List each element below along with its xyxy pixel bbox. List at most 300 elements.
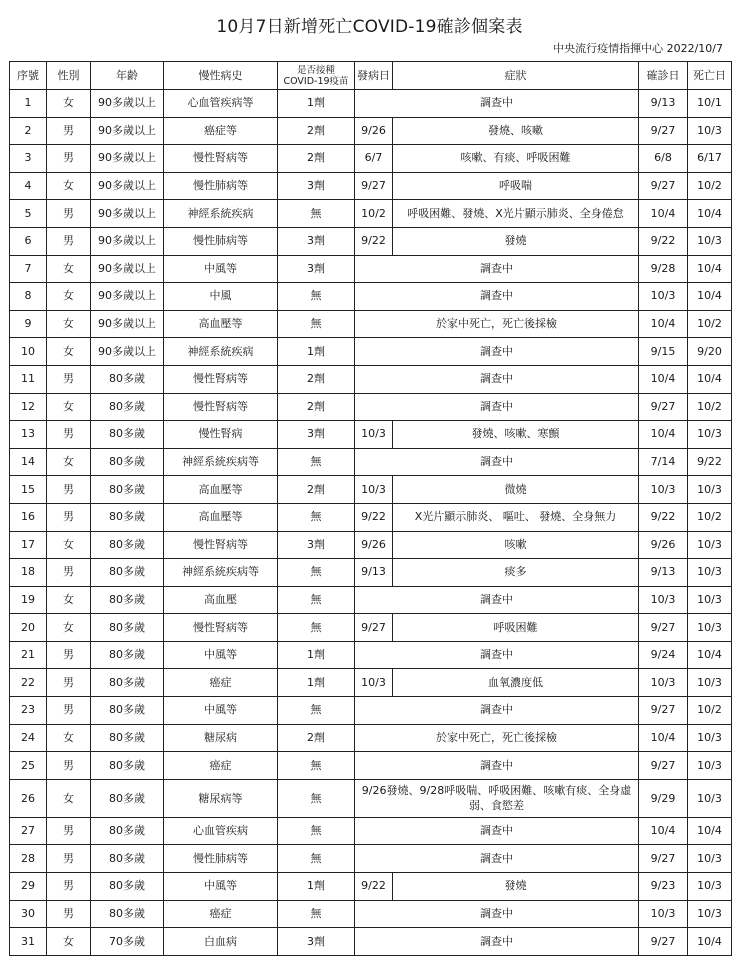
table-header-row [10, 62, 732, 90]
cell-chronic: 高血壓等 [164, 310, 278, 338]
table-row [10, 476, 732, 504]
cell-chronic: 中風 [164, 283, 278, 311]
table-row [10, 817, 732, 845]
cell-vaccine: 2劑 [278, 476, 355, 504]
cell-confirmed: 9/26 [639, 531, 688, 559]
table-row [10, 283, 732, 311]
cell-symptoms: 調查中 [355, 845, 639, 873]
cell-symptoms: 調查中 [355, 641, 639, 669]
header-onset: 發病日 [355, 62, 393, 90]
cell-death: 10/1 [688, 90, 732, 118]
cell-age: 80多歲 [91, 421, 164, 449]
cell-vaccine: 無 [278, 900, 355, 928]
cell-chronic: 慢性肺病等 [164, 172, 278, 200]
cell-symptoms: 調查中 [355, 338, 639, 366]
cell-symptoms: 調查中 [355, 586, 639, 614]
cell-confirmed: 10/4 [639, 817, 688, 845]
cell-age: 80多歲 [91, 900, 164, 928]
cell-sex: 男 [47, 365, 91, 393]
cell-chronic: 心血管疾病等 [164, 90, 278, 118]
cell-confirmed: 9/13 [639, 90, 688, 118]
table-row [10, 586, 732, 614]
cell-age: 70多歲 [91, 928, 164, 956]
cell-chronic: 慢性肺病等 [164, 227, 278, 255]
cell-age: 80多歲 [91, 641, 164, 669]
cell-no: 7 [10, 255, 47, 283]
cell-vaccine: 無 [278, 779, 355, 817]
table-row [10, 559, 732, 587]
cell-no: 25 [10, 752, 47, 780]
cell-age: 80多歲 [91, 724, 164, 752]
cell-age: 90多歲以上 [91, 145, 164, 173]
cell-symptoms: 調查中 [355, 393, 639, 421]
cell-no: 10 [10, 338, 47, 366]
header-symptoms: 症狀 [393, 62, 639, 90]
cell-sex: 女 [47, 614, 91, 642]
cell-confirmed: 9/22 [639, 227, 688, 255]
cell-death: 9/22 [688, 448, 732, 476]
cell-no: 22 [10, 669, 47, 697]
cell-vaccine: 3劑 [278, 255, 355, 283]
cell-vaccine: 無 [278, 752, 355, 780]
table-row [10, 393, 732, 421]
cell-no: 20 [10, 614, 47, 642]
cell-symptoms: X光片顯示肺炎、 嘔吐、 發燒、全身無力 [393, 503, 639, 531]
cell-onset: 9/27 [355, 172, 393, 200]
cell-symptoms: 調查中 [355, 697, 639, 725]
cell-death: 10/3 [688, 752, 732, 780]
cell-onset: 10/3 [355, 421, 393, 449]
cell-symptoms: 調查中 [355, 90, 639, 118]
cell-no: 30 [10, 900, 47, 928]
cell-age: 80多歲 [91, 586, 164, 614]
cell-sex: 女 [47, 586, 91, 614]
cell-sex: 女 [47, 928, 91, 956]
cell-death: 10/4 [688, 365, 732, 393]
table-row [10, 172, 732, 200]
cell-no: 2 [10, 117, 47, 145]
cell-chronic: 神經系統疾病等 [164, 559, 278, 587]
cell-sex: 女 [47, 338, 91, 366]
table-row [10, 614, 732, 642]
cell-confirmed: 10/3 [639, 476, 688, 504]
cell-death: 10/3 [688, 586, 732, 614]
cell-age: 80多歲 [91, 752, 164, 780]
table-row [10, 310, 732, 338]
cell-chronic: 中風等 [164, 697, 278, 725]
cell-confirmed: 9/27 [639, 614, 688, 642]
cell-death: 10/4 [688, 283, 732, 311]
cell-age: 80多歲 [91, 873, 164, 901]
cell-confirmed: 9/27 [639, 393, 688, 421]
header-chronic: 慢性病史 [164, 62, 278, 90]
cell-vaccine: 無 [278, 200, 355, 228]
cell-sex: 女 [47, 283, 91, 311]
cell-no: 19 [10, 586, 47, 614]
cell-confirmed: 10/3 [639, 283, 688, 311]
table-row [10, 779, 732, 817]
table-row [10, 873, 732, 901]
cell-age: 90多歲以上 [91, 310, 164, 338]
cell-no: 27 [10, 817, 47, 845]
cell-chronic: 癌症 [164, 669, 278, 697]
table-row [10, 752, 732, 780]
cell-no: 1 [10, 90, 47, 118]
cell-chronic: 慢性腎病等 [164, 531, 278, 559]
table-row [10, 227, 732, 255]
cell-age: 80多歲 [91, 614, 164, 642]
cell-vaccine: 無 [278, 614, 355, 642]
cell-death: 10/3 [688, 421, 732, 449]
cell-symptoms: 調查中 [355, 928, 639, 956]
cell-age: 90多歲以上 [91, 90, 164, 118]
cell-no: 11 [10, 365, 47, 393]
cell-age: 90多歲以上 [91, 227, 164, 255]
cell-confirmed: 9/28 [639, 255, 688, 283]
cell-no: 29 [10, 873, 47, 901]
cell-vaccine: 無 [278, 310, 355, 338]
cell-chronic: 心血管疾病 [164, 817, 278, 845]
cell-vaccine: 1劑 [278, 641, 355, 669]
cell-sex: 男 [47, 752, 91, 780]
cell-chronic: 慢性腎病等 [164, 614, 278, 642]
cell-confirmed: 10/4 [639, 200, 688, 228]
cell-chronic: 高血壓等 [164, 503, 278, 531]
cell-confirmed: 10/3 [639, 586, 688, 614]
cell-age: 80多歲 [91, 779, 164, 817]
cell-no: 21 [10, 641, 47, 669]
cell-confirmed: 9/27 [639, 928, 688, 956]
cell-age: 90多歲以上 [91, 172, 164, 200]
cell-confirmed: 9/27 [639, 845, 688, 873]
cell-sex: 女 [47, 779, 91, 817]
cell-sex: 女 [47, 255, 91, 283]
cell-confirmed: 9/22 [639, 503, 688, 531]
cell-chronic: 癌症等 [164, 117, 278, 145]
header-no: 序號 [10, 62, 47, 90]
cell-sex: 女 [47, 448, 91, 476]
cell-onset: 10/3 [355, 669, 393, 697]
table-row [10, 845, 732, 873]
cell-confirmed: 9/27 [639, 172, 688, 200]
cell-symptoms: 血氧濃度低 [393, 669, 639, 697]
cell-sex: 女 [47, 90, 91, 118]
cell-death: 10/2 [688, 503, 732, 531]
cell-onset: 9/27 [355, 614, 393, 642]
cell-death: 10/4 [688, 200, 732, 228]
cell-vaccine: 無 [278, 283, 355, 311]
header-death: 死亡日 [688, 62, 732, 90]
cell-vaccine: 無 [278, 845, 355, 873]
cell-no: 15 [10, 476, 47, 504]
cell-chronic: 慢性肺病等 [164, 845, 278, 873]
table-row [10, 928, 732, 956]
cell-death: 10/3 [688, 779, 732, 817]
cell-sex: 男 [47, 227, 91, 255]
header-vaccine [278, 62, 355, 90]
cell-no: 23 [10, 697, 47, 725]
cell-death: 10/3 [688, 559, 732, 587]
cell-no: 18 [10, 559, 47, 587]
cell-death: 10/4 [688, 817, 732, 845]
cell-symptoms: 調查中 [355, 448, 639, 476]
cell-age: 80多歲 [91, 448, 164, 476]
cell-death: 10/3 [688, 614, 732, 642]
cell-symptoms: 調查中 [355, 900, 639, 928]
cell-vaccine: 3劑 [278, 928, 355, 956]
cell-vaccine: 無 [278, 559, 355, 587]
cell-symptoms: 於家中死亡，死亡後採檢 [355, 310, 639, 338]
table-row [10, 448, 732, 476]
cell-chronic: 癌症 [164, 900, 278, 928]
cell-confirmed: 10/4 [639, 365, 688, 393]
cell-vaccine: 3劑 [278, 227, 355, 255]
cell-chronic: 慢性腎病 [164, 421, 278, 449]
cell-death: 10/3 [688, 476, 732, 504]
cell-death: 10/3 [688, 531, 732, 559]
cell-age: 90多歲以上 [91, 283, 164, 311]
cell-onset: 10/3 [355, 476, 393, 504]
table-row [10, 724, 732, 752]
cell-death: 10/4 [688, 255, 732, 283]
cell-vaccine: 1劑 [278, 873, 355, 901]
cell-onset: 9/22 [355, 503, 393, 531]
cell-sex: 男 [47, 476, 91, 504]
cell-death: 10/3 [688, 669, 732, 697]
cell-sex: 男 [47, 117, 91, 145]
cell-onset: 9/22 [355, 227, 393, 255]
header-sex: 性別 [47, 62, 91, 90]
cell-death: 10/3 [688, 900, 732, 928]
cell-chronic: 慢性腎病等 [164, 393, 278, 421]
cell-chronic: 高血壓等 [164, 476, 278, 504]
cell-age: 80多歲 [91, 697, 164, 725]
cell-sex: 男 [47, 845, 91, 873]
table-row [10, 503, 732, 531]
cell-chronic: 神經系統疾病 [164, 200, 278, 228]
cell-sex: 男 [47, 641, 91, 669]
cell-no: 5 [10, 200, 47, 228]
cell-chronic: 中風等 [164, 873, 278, 901]
table-row [10, 641, 732, 669]
cell-onset: 9/22 [355, 873, 393, 901]
cell-no: 8 [10, 283, 47, 311]
cell-sex: 男 [47, 669, 91, 697]
cell-age: 80多歲 [91, 531, 164, 559]
cell-symptoms: 發燒 [393, 227, 639, 255]
table-row [10, 145, 732, 173]
source-and-date: 中央流行疫情指揮中心 2022/10/7 [553, 42, 723, 55]
cell-confirmed: 9/23 [639, 873, 688, 901]
cell-death: 10/3 [688, 873, 732, 901]
cell-age: 80多歲 [91, 669, 164, 697]
cell-chronic: 神經系統疾病 [164, 338, 278, 366]
cell-confirmed: 9/15 [639, 338, 688, 366]
cell-no: 12 [10, 393, 47, 421]
cell-symptoms: 呼吸困難、發燒、X光片顯示肺炎、全身倦怠 [393, 200, 639, 228]
cell-chronic: 高血壓 [164, 586, 278, 614]
table-row [10, 669, 732, 697]
cell-confirmed: 10/3 [639, 900, 688, 928]
death-cases-table [9, 61, 732, 956]
header-age: 年齡 [91, 62, 164, 90]
cell-symptoms: 發燒、咳嗽、寒顫 [393, 421, 639, 449]
cell-age: 80多歲 [91, 817, 164, 845]
cell-death: 10/3 [688, 227, 732, 255]
cell-death: 10/2 [688, 172, 732, 200]
cell-vaccine: 2劑 [278, 724, 355, 752]
cell-age: 90多歲以上 [91, 255, 164, 283]
cell-death: 6/17 [688, 145, 732, 173]
cell-vaccine: 2劑 [278, 365, 355, 393]
cell-confirmed: 9/27 [639, 752, 688, 780]
cell-symptoms: 微燒 [393, 476, 639, 504]
cell-symptoms: 調查中 [355, 283, 639, 311]
cell-vaccine: 無 [278, 817, 355, 845]
cell-confirmed: 9/24 [639, 641, 688, 669]
table-row [10, 200, 732, 228]
cell-sex: 女 [47, 724, 91, 752]
cell-vaccine: 1劑 [278, 338, 355, 366]
cell-chronic: 慢性腎病等 [164, 365, 278, 393]
table-row [10, 338, 732, 366]
cell-death: 10/3 [688, 117, 732, 145]
cell-age: 80多歲 [91, 559, 164, 587]
table-row [10, 900, 732, 928]
cell-no: 9 [10, 310, 47, 338]
cell-no: 26 [10, 779, 47, 817]
cell-sex: 男 [47, 559, 91, 587]
cell-symptoms: 呼吸困難 [393, 614, 639, 642]
cell-age: 90多歲以上 [91, 200, 164, 228]
cell-age: 90多歲以上 [91, 117, 164, 145]
cell-sex: 男 [47, 200, 91, 228]
cell-onset: 9/26 [355, 117, 393, 145]
cell-onset: 6/7 [355, 145, 393, 173]
cell-confirmed: 9/27 [639, 117, 688, 145]
cell-death: 10/2 [688, 310, 732, 338]
cell-death: 10/2 [688, 393, 732, 421]
cell-confirmed: 9/13 [639, 559, 688, 587]
cell-confirmed: 10/4 [639, 724, 688, 752]
cell-confirmed: 7/14 [639, 448, 688, 476]
cell-death: 10/2 [688, 697, 732, 725]
cell-symptoms: 痰多 [393, 559, 639, 587]
cell-chronic: 中風等 [164, 641, 278, 669]
cell-sex: 男 [47, 503, 91, 531]
table-body [10, 90, 732, 956]
cell-no: 17 [10, 531, 47, 559]
cell-chronic: 中風等 [164, 255, 278, 283]
cell-confirmed: 9/27 [639, 697, 688, 725]
cell-death: 10/3 [688, 724, 732, 752]
cell-symptoms: 咳嗽 [393, 531, 639, 559]
cell-confirmed: 9/29 [639, 779, 688, 817]
header-confirmed: 確診日 [639, 62, 688, 90]
cell-no: 6 [10, 227, 47, 255]
cell-chronic: 白血病 [164, 928, 278, 956]
table-row [10, 531, 732, 559]
table-row [10, 697, 732, 725]
cell-symptoms: 呼吸喘 [393, 172, 639, 200]
table-row [10, 365, 732, 393]
cell-vaccine: 無 [278, 503, 355, 531]
cell-sex: 男 [47, 145, 91, 173]
cell-death: 10/4 [688, 928, 732, 956]
cell-no: 13 [10, 421, 47, 449]
cell-death: 10/3 [688, 845, 732, 873]
cell-vaccine: 3劑 [278, 421, 355, 449]
cell-chronic: 糖尿病等 [164, 779, 278, 817]
cell-sex: 男 [47, 697, 91, 725]
cell-vaccine: 2劑 [278, 117, 355, 145]
cell-sex: 女 [47, 531, 91, 559]
cell-chronic: 慢性腎病等 [164, 145, 278, 173]
table-row [10, 90, 732, 118]
table-row [10, 117, 732, 145]
cell-symptoms: 調查中 [355, 255, 639, 283]
cell-sex: 男 [47, 817, 91, 845]
cell-vaccine: 無 [278, 697, 355, 725]
cell-symptoms: 調查中 [355, 365, 639, 393]
cell-vaccine: 無 [278, 586, 355, 614]
cell-symptoms: 咳嗽、有痰、呼吸困難 [393, 145, 639, 173]
table-row [10, 421, 732, 449]
cell-vaccine: 1劑 [278, 669, 355, 697]
cell-no: 24 [10, 724, 47, 752]
cell-symptoms: 調查中 [355, 817, 639, 845]
cell-age: 80多歲 [91, 503, 164, 531]
cell-no: 3 [10, 145, 47, 173]
cell-sex: 女 [47, 310, 91, 338]
cell-age: 80多歲 [91, 845, 164, 873]
cell-chronic: 糖尿病 [164, 724, 278, 752]
cell-age: 80多歲 [91, 393, 164, 421]
cell-symptoms: 9/26發燒、9/28呼吸喘、呼吸困難、咳嗽有痰、全身虛弱、食慾差 [355, 779, 639, 817]
page-title: 10月7日新增死亡COVID-19確診個案表 [216, 17, 523, 37]
cell-no: 28 [10, 845, 47, 873]
cell-age: 90多歲以上 [91, 338, 164, 366]
cell-sex: 男 [47, 421, 91, 449]
cell-vaccine: 3劑 [278, 172, 355, 200]
cell-vaccine: 2劑 [278, 393, 355, 421]
cell-symptoms: 發燒、咳嗽 [393, 117, 639, 145]
cell-confirmed: 10/4 [639, 421, 688, 449]
cell-onset: 9/13 [355, 559, 393, 587]
cell-symptoms: 發燒 [393, 873, 639, 901]
cell-no: 14 [10, 448, 47, 476]
cell-confirmed: 10/4 [639, 310, 688, 338]
cell-vaccine: 3劑 [278, 531, 355, 559]
header-vaccine-line2: COVID-19疫苗 [283, 75, 349, 87]
cell-vaccine: 無 [278, 448, 355, 476]
cell-vaccine: 2劑 [278, 145, 355, 173]
cell-confirmed: 6/8 [639, 145, 688, 173]
cell-age: 80多歲 [91, 365, 164, 393]
cell-symptoms: 於家中死亡，死亡後採檢 [355, 724, 639, 752]
header-vaccine-line1: 是否接種 [296, 64, 335, 76]
cell-symptoms: 調查中 [355, 752, 639, 780]
cell-sex: 女 [47, 172, 91, 200]
cell-death: 9/20 [688, 338, 732, 366]
table-row [10, 255, 732, 283]
cell-no: 31 [10, 928, 47, 956]
cell-vaccine: 1劑 [278, 90, 355, 118]
cell-sex: 女 [47, 393, 91, 421]
cell-no: 4 [10, 172, 47, 200]
cell-chronic: 神經系統疾病等 [164, 448, 278, 476]
cell-no: 16 [10, 503, 47, 531]
